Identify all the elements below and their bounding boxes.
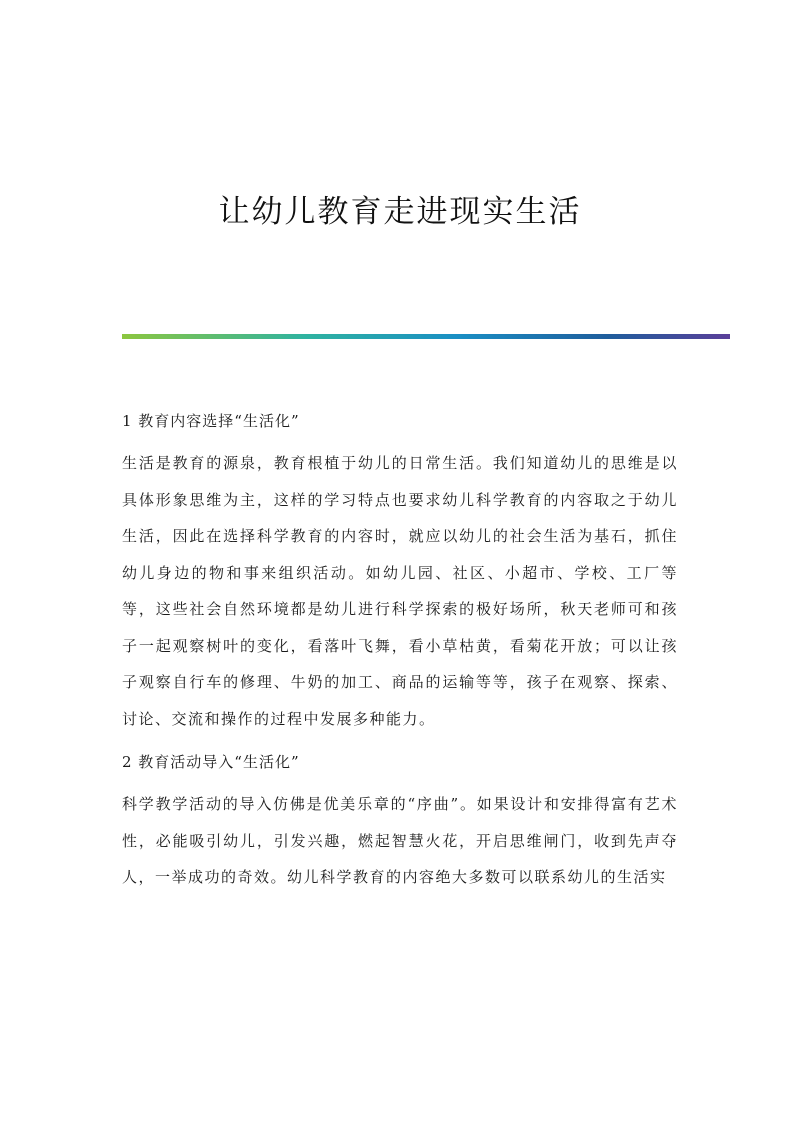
section-heading-1: 1 教育内容选择“生活化” — [122, 412, 300, 430]
title-divider — [122, 334, 730, 339]
section-paragraph-2: 科学教学活动的导入仿佛是优美乐章的“序曲”。如果设计和安排得富有艺术性，必能吸引幼儿，引发兴趣，燃起智慧火花，开启思维闸门，收到先声夺人，一举成功的奇效。幼儿科学教育的内容绝大多数可以联系幼儿的生活实 — [122, 795, 678, 886]
section-heading-2: 2 教育活动导入“生活化” — [122, 753, 300, 771]
document-title: 让幼儿教育走进现实生活 — [218, 194, 582, 230]
document-body — [122, 404, 678, 904]
section-paragraph-1: 生活是教育的源泉，教育根植于幼儿的日常生活。我们知道幼儿的思维是以具体形象思维为主，这样的学习特点也要求幼儿科学教育的内容取之于幼儿生活，因此在选择科学教育的内容时，就应以幼儿的社会生活为基石，抓住幼儿身边的物和事来组织活动。如幼儿园、社区、小超市、学校、工厂等等，这些社会自然环境都是幼儿进行科学探索的极好场所，秋天老师可和孩子一起观察树叶的变化，看落叶飞舞，看小草枯黄，看菊花开放；可以让孩子观察自行车的修理、牛奶的加工、商品的运输等等，孩子在观察、探索、讨论、交流和操作的过程中发展多种能力。 — [122, 454, 678, 728]
